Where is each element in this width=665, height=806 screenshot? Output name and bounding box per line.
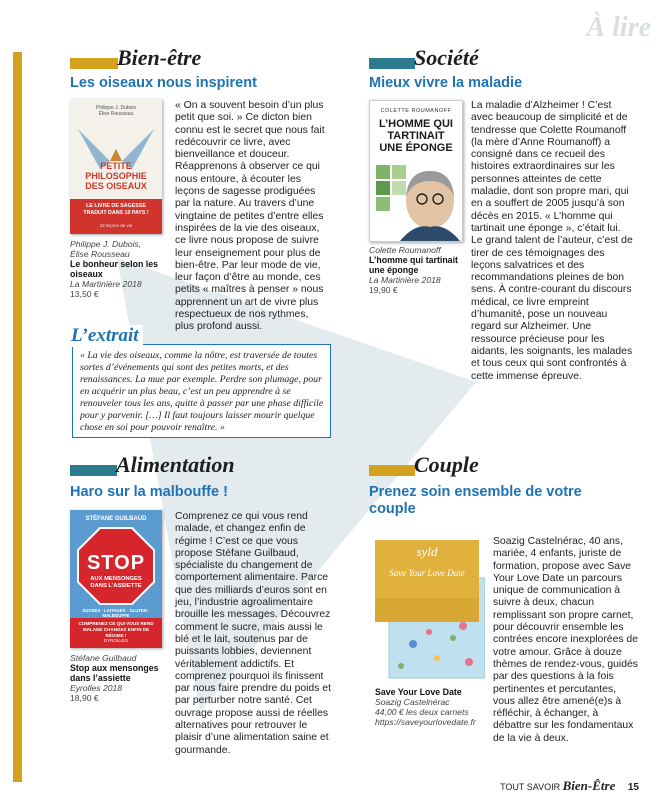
left-accent-bar [13, 52, 22, 782]
body-bien-etre: « On a souvent besoin d’un plus petit que soi. » Ce dicton bien connu est le secret que nous fait redécouvrir ce livre, avec bienveillance et douceur. Réapprenons à observer ce qui nous entoure, à écouter les leçons de sagesse prodiguées par la nature. Au travers d’une vingtaine de petites d’entre elles inspirées de la vie des oiseaux, ce livre nous propose de suivre leur enseignement pour plus de bien-être. Par leur mode de vie, leur façon d’être au monde, ces petits « maîtres à penser » nous apprennent un art de vivre plus respectueux de nos rythmes, plus profond aussi. [175, 100, 325, 333]
cover-title: PETITE PHILOSOPHIE DES OISEAUX [85, 161, 147, 191]
body-alimentation: Comprenez ce qui vous rend malade, et changez enfin de régime ! C’est ce que vous propose Stéfane Guilbaud, spécialiste du changement de comportement alimentaire. Parce que des milliards d’euros sont en jeu, l’industrie agroalimentaire brouille les messages. Découvrez comment le sucre, mais aussi le blé et le lait, soutenus par de puissants lobbies, deviennent véritablement addictifs. Et comprenez pourquoi ils finissent par nous faire prendre du poids et par perturber notre santé. Cet ouvrage propose aussi de réelles alternatives pour retrouver le plaisir d’une alimentation saine et gourmande. [175, 511, 331, 756]
cover-sub: 22 leçons de vie [99, 223, 133, 228]
section-title-societe: Société [414, 45, 479, 70]
credit-authors: Colette Roumanoff [369, 245, 441, 255]
credit-price: 19,90 € [369, 285, 398, 295]
section-title-bien-etre: Bien-être [117, 45, 202, 70]
credit-book-title: Le bonheur selon les oiseaux [70, 259, 158, 279]
credit-publisher: La Martinière 2018 [70, 279, 142, 289]
cover-stop: STOP [86, 552, 146, 574]
credit-book-title: Save Your Love Date [375, 687, 462, 697]
footer-brand: Bien-Être [562, 778, 616, 793]
cover-publisher: EYROLLES [104, 638, 128, 643]
credit-book-title: L’homme qui tartinait une éponge [369, 255, 458, 275]
credit-book-title: Stop aux mensonges dans l’assiette [70, 663, 159, 683]
headline-couple: Prenez soin ensemble de votre couple [369, 484, 582, 517]
cover-authors: STÉFANE GUILBAUD [85, 516, 147, 522]
cover-tagline: COMPRENEZ CE QUI VOUS REND MALADE CHANGEZ ENFIN DE RÉGIME ! [78, 621, 154, 638]
section-bar [70, 465, 117, 476]
cover-tagline: LE LIVRE DE SAGESSE TRADUIT DANS 10 PAYS ! [83, 203, 149, 216]
page-title: À lire [586, 12, 651, 43]
credit-authors: Stéfane Guilbaud [70, 653, 137, 663]
credit-price: 18,90 € [70, 693, 99, 703]
credit-price: 13,50 € [70, 289, 99, 299]
book-cover-oiseaux [70, 99, 162, 234]
credit-couple [375, 687, 495, 727]
body-couple: Soazig Castelnérac, 40 ans, mariée, 4 enfants, juriste de formation, propose avec Save Your Love Date un parcours unique de communication à suivre à deux, chacun remplissant son propre carnet, pour découvrir ensemble les contrées encore inexplorées de votre amour. Grâce à douze thèmes de rendez-vous, guidés par des questions à la fois pertinentes et percutantes, vous allez être amené(e)s à réfléchir, à échanger, à débattre sur les fondamentaux de la vie à deux. [493, 536, 638, 744]
credit-authors: Philippe J. Dubois, Élise Rousseau [70, 239, 142, 259]
page-footer [500, 778, 639, 794]
extrait-text: « La vie des oiseaux, comme la nôtre, est traversée de toutes sortes d’événements qui sont des petites morts, et des renaissances. La mue par exemple. Perdre son plumage, pour en acquérir un plus beau, c’est un peu apprendre à se renouveler tous les ans, quitte à passer par une phase difficile pour y parvenir. […] Il faut toujours laisser mourir quelque chose en soi pour pouvoir renaître. » [80, 350, 324, 433]
credit-societe [369, 245, 461, 295]
section-bar [369, 58, 415, 69]
cover-title: Save Your Love Date [389, 568, 465, 578]
section-bar [70, 58, 118, 69]
credit-publisher: La Martinière 2018 [369, 275, 441, 285]
extrait-title: L’extrait [70, 325, 143, 347]
credit-publisher: Eyrolles 2018 [70, 683, 123, 693]
cover-title: AUX MENSONGES DANS L’ASSIETTE [90, 576, 142, 589]
section-title-alimentation: Alimentation [116, 452, 235, 477]
credit-price: 44,00 € les deux carnets [375, 707, 469, 717]
credit-alimentation [70, 653, 165, 703]
footer-prefix: TOUT SAVOIR [500, 782, 561, 792]
cover-title: L’HOMME QUI TARTINAIT UNE ÉPONGE [379, 118, 453, 154]
cover-authors: COLETTE ROUMANOFF [380, 108, 452, 114]
book-cover-eponge [369, 100, 463, 242]
credit-authors: Soazig Castelnérac [375, 697, 450, 707]
credit-bien-etre [70, 239, 162, 299]
cover-tags: SUCRES · LAITAGES · GLUTEN · MALBOUFFE [82, 608, 150, 618]
section-bar [369, 465, 415, 476]
credit-url: https://saveyourlovedate.fr [375, 717, 476, 727]
cover-authors: Philippe J. Dubois Élise Rousseau [95, 105, 137, 117]
book-cover-love-date [373, 534, 485, 680]
headline-bien-etre: Les oiseaux nous inspirent [70, 75, 257, 91]
headline-societe: Mieux vivre la maladie [369, 75, 523, 91]
body-societe: La maladie d’Alzheimer ! C’est avec beaucoup de simplicité et de tendresse que Colette Roumanoff (la mère d’Anne Roumanoff) a consigné dans ce recueil des histoires extraordinaires sur les personnes atteintes de cette maladie, dont son propre mari, qui en a souffert de 2005 jusqu’à son décès en 2015. « L’homme qui tartinait une éponge », c’était lui. Le grand talent de l’auteur, c’est de tirer de ces témoignages des leçons salvatrices et des recommandations pleines de bon sens. À contre-courant du discours médical, ce livre empreint d’humanité, pose un nouveau regard sur Alzheimer. Une ressource précieuse pour les aidants, les soignants, les malades et tous ceux qui sont confrontés à cette immense épreuve. [471, 100, 633, 382]
cover-logo: syld [416, 544, 438, 559]
headline-alimentation: Haro sur la malbouffe ! [70, 484, 228, 500]
section-title-couple: Couple [414, 452, 479, 477]
page-number: 15 [627, 782, 639, 793]
book-cover-stop [70, 510, 162, 648]
